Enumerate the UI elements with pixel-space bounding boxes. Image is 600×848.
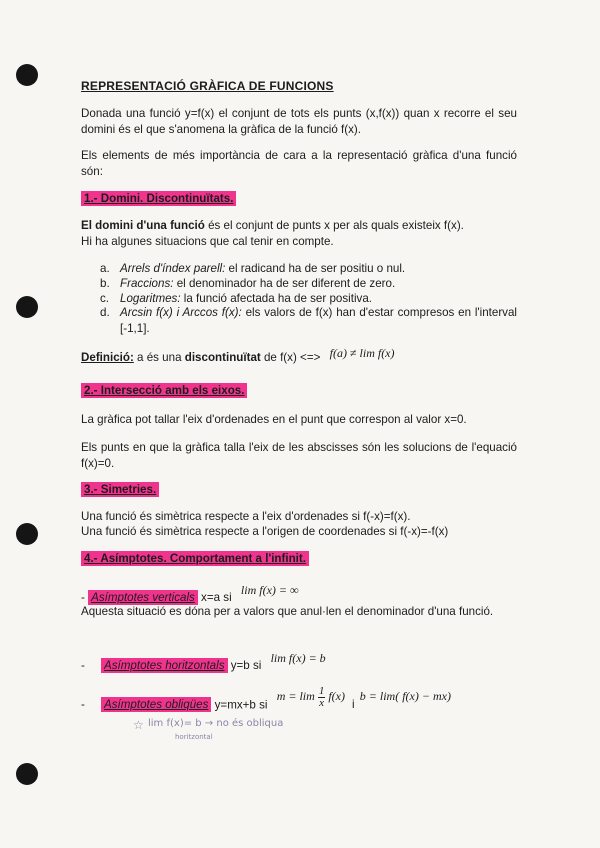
handwritten-note-sub: horitzontal: [175, 733, 213, 741]
oblique-asymptotes-line: - Asímptotes obliqües y=mx+b si m = lim $\frac{1}{x} f(x)$ i b = lim( f(x) − mx): [81, 685, 451, 712]
intersection-y-paragraph: La gràfica pot tallar l'eix d'ordenades en el punt que correspon al valor x=0.: [81, 413, 467, 426]
discontinuity-definition: Definició: a és una discontinuïtat de f(x) <=> f(a) ≠ lim f(x): [81, 346, 395, 364]
odd-symmetry-line: Una funció és simètrica respecte a l'origen de coordenades si f(-x)=-f(x): [81, 525, 449, 538]
horizontal-limit-formula: lim f(x) = b: [270, 651, 326, 665]
page-title: REPRESENTACIÓ GRÀFICA DE FUNCIONS: [81, 79, 334, 93]
even-symmetry-line: Una funció és simètrica respecte a l'eix d'ordenades si f(-x)=f(x).: [81, 510, 411, 523]
list-item: c. Logaritmes: la funció afectada ha de ser positiva.: [100, 292, 372, 305]
vertical-asymptotes-note: Aquesta situació es dóna per a valors que anul·len el denominador d'una funció.: [81, 605, 494, 618]
section-1-heading: 1.- Domini. Discontinuïtats.: [81, 191, 236, 206]
intersection-x-paragraph: Els punts en que la gràfica talla l'eix de les abscisses són les solucions de l'equació f(x)=0.: [81, 441, 517, 470]
horizontal-asymptotes-line: - Asímptotes horitzontals y=b si lim f(x) = b: [81, 651, 326, 672]
section-4-heading: 4.- Asímptotes. Comportament a l'infinit.: [81, 551, 309, 566]
oblique-asymptotes-label: Asímptotes obliqües: [101, 697, 211, 712]
horizontal-asymptotes-label: Asímptotes horitzontals: [101, 658, 228, 673]
domain-definition: [81, 218, 517, 234]
oblique-conjunction: i: [351, 698, 355, 712]
punch-hole-bottom: [16, 763, 38, 785]
section-2-heading: 2.- Intersecció amb els eixos.: [81, 383, 247, 398]
domain-definition-rest: és el conjunt de punts x per als quals existeix f(x).: [204, 219, 464, 232]
section-3-heading: 3.- Simetries.: [81, 482, 159, 497]
oblique-m-formula: m = lim $\frac{1}{x} f(x)$: [276, 685, 345, 709]
intro-paragraph: Donada una funció y=f(x) el conjunt de tots els punts (x,f(x)) quan x recorre el seu domini és el que s'anomena la gràfica de la funció f(x).: [81, 107, 517, 136]
oblique-b-formula: b = lim( f(x) − mx): [359, 689, 451, 704]
elements-paragraph: Els elements de més importància de cara a la representació gràfica d'una funció són:: [81, 149, 517, 178]
list-item: a. Arrels d'índex parell: el radicand ha de ser positiu o nul.: [100, 262, 406, 275]
vertical-asymptotes-label: Asímptotes verticals: [88, 590, 198, 605]
vertical-asymptotes-line: - Asímptotes verticals x=a si lim f(x) = ∞: [81, 583, 299, 604]
punch-hole-top: [16, 64, 38, 86]
discontinuity-formula: f(a) ≠ lim f(x): [329, 346, 395, 360]
punch-hole-lower: [16, 523, 38, 545]
situations-line: Hi ha algunes situacions que cal tenir en compte.: [81, 235, 334, 248]
punch-hole-middle: [16, 296, 38, 318]
handwritten-star-icon: ☆: [133, 718, 144, 732]
list-item: d. Arcsin f(x) i Arccos f(x): els valors de f(x) han d'estar compresos en l'interval [-1,1].: [100, 306, 517, 335]
handwritten-note: lim f(x)= b → no és obliqua: [148, 718, 284, 729]
list-item: b. Fraccions: el denominador ha de ser diferent de zero.: [100, 277, 396, 290]
vertical-limit-formula: lim f(x) = ∞: [240, 583, 299, 597]
domain-definition-bold: El domini d'una funció: [81, 219, 205, 232]
